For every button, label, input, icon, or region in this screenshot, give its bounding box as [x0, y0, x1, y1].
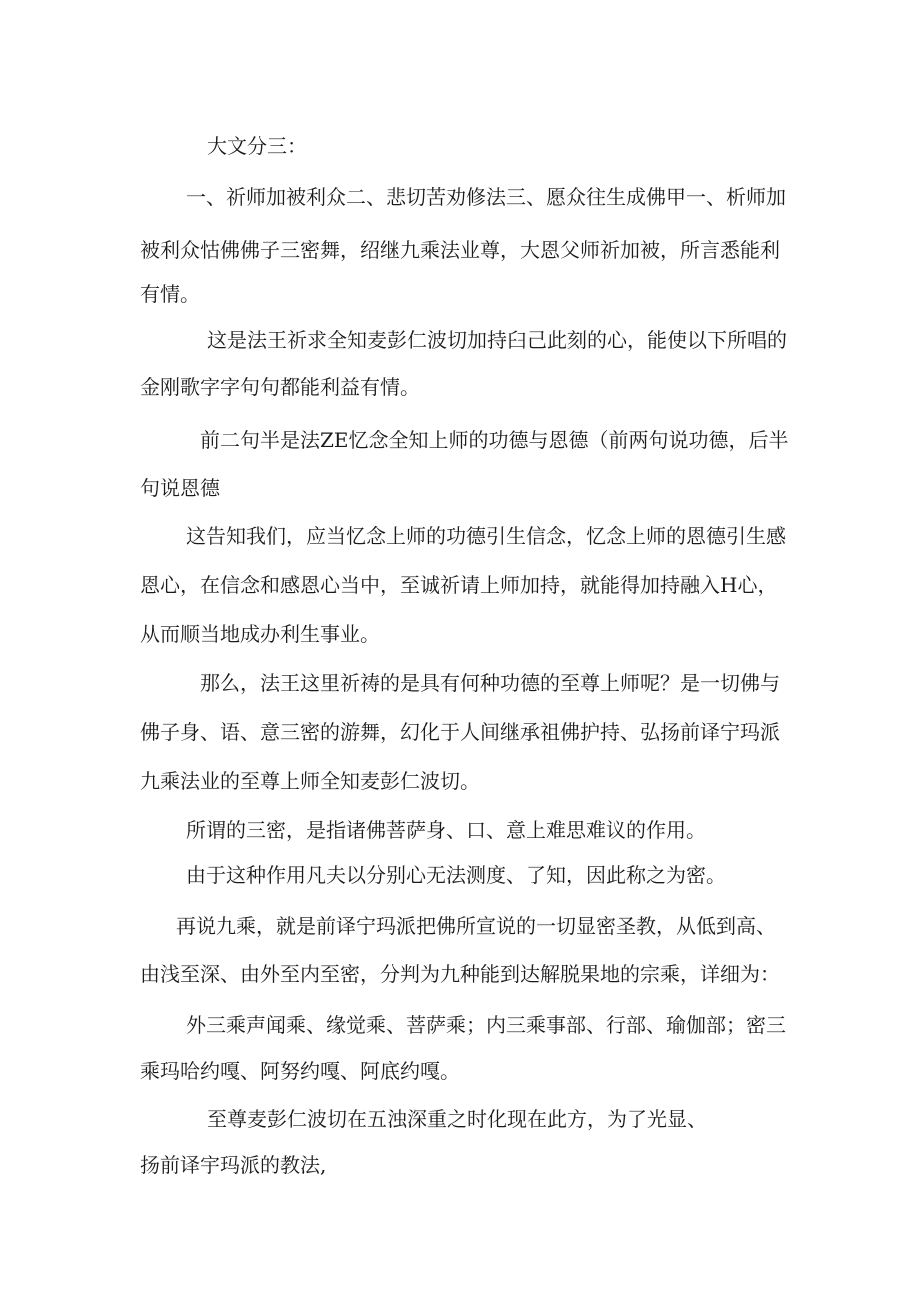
paragraph-1-line-2: 被利众怙佛佛子三密舞，绍继九乘法业尊，大恩父师祈加被，所言悉能利 — [140, 238, 780, 262]
paragraph-4-line-1: 这告知我们，应当忆念上师的功德引生信念，忆念上师的恩德引生感 — [186, 524, 786, 548]
paragraph-1-line-1: 一、祈师加被利众二、悲切苦劝修法三、愿众往生成佛甲一、析师加 — [186, 185, 786, 209]
paragraph-1-line-3: 有情。 — [140, 282, 200, 306]
paragraph-5-line-2: 佛子身、语、意三密的游舞，幻化于人间继承祖佛护持、弘扬前译宁玛派 — [140, 720, 780, 744]
paragraph-8-line-1: 再说九乘，就是前译宁玛派把佛所宣说的一切显密圣教，从低到高、 — [176, 914, 776, 938]
paragraph-4-line-3: 从而顺当地成办利生事业。 — [140, 622, 380, 646]
paragraph-10-line-2: 扬前译宇玛派的教法, — [140, 1153, 327, 1177]
paragraph-3-line-2: 句说恩德 — [140, 476, 220, 500]
paragraph-5-line-3: 九乘法业的至尊上师全知麦彭仁波切。 — [140, 769, 480, 793]
paragraph-7-line-1: 由于这种作用凡夫以分别心无法测度、了知，因此称之为密。 — [186, 863, 726, 887]
paragraph-9-line-1: 外三乘声闻乘、缘觉乘、菩萨乘；内三乘事部、行部、瑜伽部；密三 — [186, 1013, 786, 1037]
heading: 大文分三： — [207, 134, 307, 158]
paragraph-10-line-1: 至尊麦彭仁波切在五浊深重之时化现在此方，为了光显、 — [207, 1107, 707, 1131]
paragraph-4-line-2: 恩心，在信念和感恩心当中，至诚祈请上师加持，就能得加持融入H心， — [140, 573, 778, 597]
paragraph-8-line-2: 由浅至深、由外至内至密，分判为九种能到达解脱果地的宗乘，详细为： — [140, 962, 780, 986]
paragraph-2-line-2: 金刚歌字字句句都能利益有情。 — [140, 375, 420, 399]
paragraph-3-line-1: 前二句半是法ZE忆念全知上师的功德与恩德（前两句说功德，后半 — [200, 428, 789, 452]
paragraph-9-line-2: 乘玛哈约嘎、阿努约嘎、阿底约嘎。 — [140, 1059, 460, 1083]
paragraph-6-line-1: 所谓的三密，是指诸佛菩萨身、口、意上难思难议的作用。 — [186, 818, 706, 842]
paragraph-5-line-1: 那么，法王这里祈祷的是具有何种功德的至尊上师呢？是一切佛与 — [200, 671, 780, 695]
paragraph-2-line-1: 这是法王祈求全知麦彭仁波切加持臼己此刻的心，能使以下所唱的 — [207, 328, 787, 352]
